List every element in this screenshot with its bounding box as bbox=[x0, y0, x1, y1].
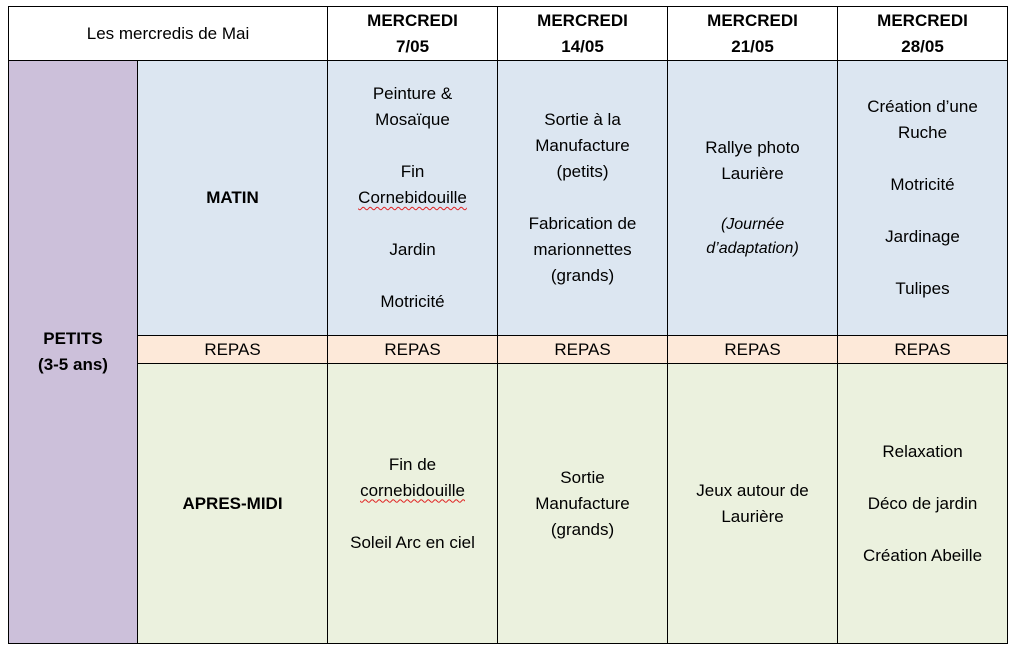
day-name: MERCREDI bbox=[707, 10, 798, 30]
lunch-cell-4: REPAS bbox=[838, 336, 1008, 364]
activity-line: Jeux autour de bbox=[696, 480, 809, 500]
activity-line: Création d’une bbox=[867, 97, 978, 116]
group-name: PETITS bbox=[43, 329, 103, 348]
header-row bbox=[9, 7, 1008, 61]
activity-line: cornebidouille bbox=[360, 480, 465, 500]
activity-line: (grands) bbox=[550, 519, 615, 539]
afternoon-cell-4 bbox=[838, 364, 1008, 644]
group-cell bbox=[9, 61, 138, 644]
day-date: 21/05 bbox=[731, 36, 774, 56]
lunch-cell-label: REPAS bbox=[138, 336, 328, 364]
activity-line: Fabrication de bbox=[528, 214, 637, 233]
group-age: (3-5 ans) bbox=[38, 355, 108, 374]
day-date: 7/05 bbox=[395, 36, 430, 56]
activity-line: marionnettes bbox=[533, 240, 632, 259]
activity-line: Rallye photo bbox=[705, 138, 800, 157]
activity-line: Ruche bbox=[897, 123, 948, 142]
activity-line: Mosaïque bbox=[375, 110, 450, 129]
activity-line: Motricité bbox=[380, 292, 445, 311]
morning-row bbox=[9, 61, 1008, 336]
day-header-4 bbox=[838, 7, 1008, 61]
activity-line: Manufacture bbox=[535, 136, 630, 155]
day-name: MERCREDI bbox=[877, 10, 968, 30]
lunch-cell-2: REPAS bbox=[498, 336, 668, 364]
day-header-2 bbox=[498, 7, 668, 61]
morning-cell-1 bbox=[328, 61, 498, 336]
activity-line: Cornebidouille bbox=[358, 188, 467, 207]
day-date: 28/05 bbox=[901, 36, 944, 56]
activity-line: Jardin bbox=[389, 240, 436, 259]
afternoon-cell-3 bbox=[668, 364, 838, 644]
activity-line: Laurière bbox=[721, 506, 784, 526]
day-header-3 bbox=[668, 7, 838, 61]
lunch-row bbox=[9, 336, 1008, 364]
lunch-cell-3: REPAS bbox=[668, 336, 838, 364]
activity-note: (Journée bbox=[720, 216, 785, 233]
activity-line: Laurière bbox=[721, 164, 784, 183]
period-label-morning: MATIN bbox=[138, 61, 328, 336]
activity-line: (grands) bbox=[550, 266, 615, 285]
morning-cell-2 bbox=[498, 61, 668, 336]
day-name: MERCREDI bbox=[367, 10, 458, 30]
activity-line: Tulipes bbox=[895, 279, 950, 298]
activity-note: d’adaptation) bbox=[706, 240, 799, 257]
activity-line: Sortie à la bbox=[544, 110, 621, 129]
activity-line: Motricité bbox=[890, 175, 955, 194]
activity-line: Fin de bbox=[388, 454, 437, 474]
activity-line: Création Abeille bbox=[862, 545, 983, 565]
afternoon-row bbox=[9, 364, 1008, 644]
afternoon-cell-2 bbox=[498, 364, 668, 644]
activity-line: Fin bbox=[400, 162, 425, 181]
activity-line: (petits) bbox=[556, 162, 609, 181]
period-label-afternoon: APRES-MIDI bbox=[138, 364, 328, 644]
lunch-cell-1: REPAS bbox=[328, 336, 498, 364]
day-header-1 bbox=[328, 7, 498, 61]
day-date: 14/05 bbox=[561, 36, 604, 56]
activity-line: Sortie bbox=[560, 467, 605, 487]
activity-line: Soleil Arc en ciel bbox=[350, 532, 475, 552]
activity-line: Manufacture bbox=[535, 493, 630, 513]
morning-cell-3 bbox=[668, 61, 838, 336]
activity-line: Relaxation bbox=[882, 441, 963, 461]
activity-line: Déco de jardin bbox=[867, 493, 978, 513]
activity-line: Jardinage bbox=[885, 227, 960, 246]
schedule-table bbox=[8, 6, 1008, 644]
morning-cell-4 bbox=[838, 61, 1008, 336]
day-name: MERCREDI bbox=[537, 10, 628, 30]
afternoon-cell-1 bbox=[328, 364, 498, 644]
activity-line: Peinture & bbox=[372, 84, 453, 103]
table-title: Les mercredis de Mai bbox=[9, 7, 328, 61]
